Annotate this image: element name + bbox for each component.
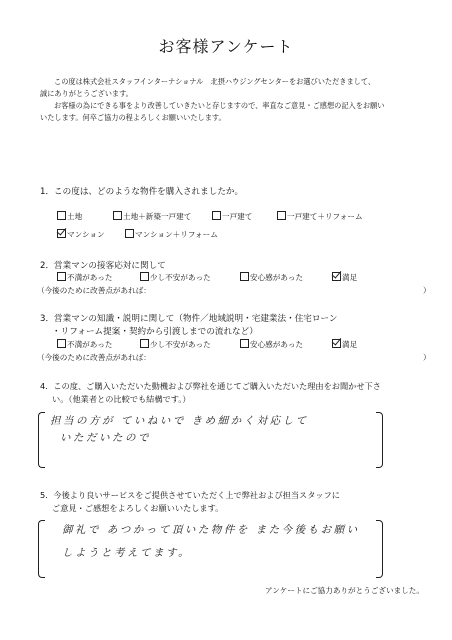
q3-improve-label: （今後のために改善点があれば：: [37, 353, 151, 362]
checkbox[interactable]: [277, 211, 286, 220]
intro-line-2: 誠にありがとうございます。: [40, 89, 133, 98]
intro-line-1: この度は株式会社スタッフインターナショナル 北摂ハウジングセンターをお選びいただきまして、: [54, 77, 376, 86]
q5-question-line-2: ご意見・ご感想をよろしくお願いいたします。: [52, 503, 224, 513]
q4-answer-bracket-right: [376, 412, 383, 468]
checkbox[interactable]: [240, 339, 249, 348]
q2-option-slightly-anxious[interactable]: 少し不安があった: [140, 272, 211, 283]
q4-question-line-1: 4．この度、ご購入いただいた動機および弊社を通じてご購入いただいた理由をお聞かせ下さ: [40, 381, 381, 391]
checkbox[interactable]: [240, 272, 249, 281]
q4-answer-line-2: いただいたので: [60, 432, 151, 444]
q4-answer-line-1: 担当の方が ていねいで きめ細かく対応して: [50, 415, 309, 427]
q2-improve-close: ）: [423, 286, 431, 295]
intro-line-3: お客様の為にできる事をより改善していきたいと存じますので、率直なご意見・ご感想の記入をお願い: [54, 101, 385, 110]
checkbox-checked[interactable]: [332, 272, 341, 281]
intro-line-4: いたします。何卒ご協力の程よろしくお願いいたします。: [40, 113, 226, 122]
checkbox[interactable]: [140, 272, 149, 281]
q1-option-land-new-house[interactable]: 土地＋新築一戸建て: [113, 211, 191, 222]
q1-option-house[interactable]: 一戸建て: [212, 211, 252, 222]
q3-option-satisfied[interactable]: 満足: [332, 339, 357, 350]
q1-question: 1．この度は、どのような物件を購入されましたか。: [40, 187, 244, 197]
q3-improve-close: ）: [423, 353, 431, 362]
q5-question-line-1: 5．今後より良いサービスをご提供させていただく上で弊社および担当スタッフに: [40, 490, 340, 500]
q4-answer-bracket-left: [38, 412, 45, 468]
q5-answer-bracket-right: [376, 520, 383, 578]
checkbox[interactable]: [113, 211, 122, 220]
q3-question-line-1: 3．営業マンの知識・説明に関して（物件／地域説明・宅建業法・住宅ローン: [40, 314, 338, 324]
q3-option-slightly-anxious[interactable]: 少し不安があった: [140, 339, 211, 350]
checkbox-checked[interactable]: [332, 339, 341, 348]
q2-option-reassured[interactable]: 安心感があった: [240, 272, 303, 283]
page-title: お客様アンケート: [158, 37, 294, 56]
checkbox[interactable]: [140, 339, 149, 348]
q2-question: 2．営業マンの接客応対に関して: [40, 261, 166, 271]
q1-option-land[interactable]: 土地: [57, 211, 82, 222]
q3-question-line-2: ・リフォーム提案・契約から引渡しまでの流れなど）: [52, 327, 258, 337]
q2-improve-label: （今後のために改善点があれば：: [37, 286, 151, 295]
checkbox[interactable]: [212, 211, 221, 220]
checkbox[interactable]: [125, 229, 134, 238]
checkbox[interactable]: [57, 211, 66, 220]
q1-option-mansion-reform[interactable]: マンション＋リフォーム: [125, 229, 218, 240]
q2-option-satisfied[interactable]: 満足: [332, 272, 357, 283]
checkbox-checked[interactable]: [57, 229, 66, 238]
q4-question-line-2: い。（他業者との比較でも結構です。）: [52, 394, 191, 404]
footer-thanks: アンケートにご協力ありがとうございました。: [264, 586, 424, 595]
q3-option-reassured[interactable]: 安心感があった: [240, 339, 303, 350]
q5-answer-line-2: しようと考えてます。: [62, 547, 192, 559]
q5-answer-bracket-left: [38, 520, 45, 578]
q3-option-dissatisfied[interactable]: 不満があった: [57, 339, 113, 350]
q1-option-house-reform[interactable]: 一戸建て＋リフォーム: [277, 211, 363, 222]
q1-option-mansion[interactable]: マンション: [57, 229, 105, 240]
q5-answer-line-1: 御礼で あつかって頂いた物件を また今後もお願い: [62, 524, 360, 536]
q2-option-dissatisfied[interactable]: 不満があった: [57, 272, 113, 283]
checkbox[interactable]: [57, 339, 66, 348]
checkbox[interactable]: [57, 272, 66, 281]
